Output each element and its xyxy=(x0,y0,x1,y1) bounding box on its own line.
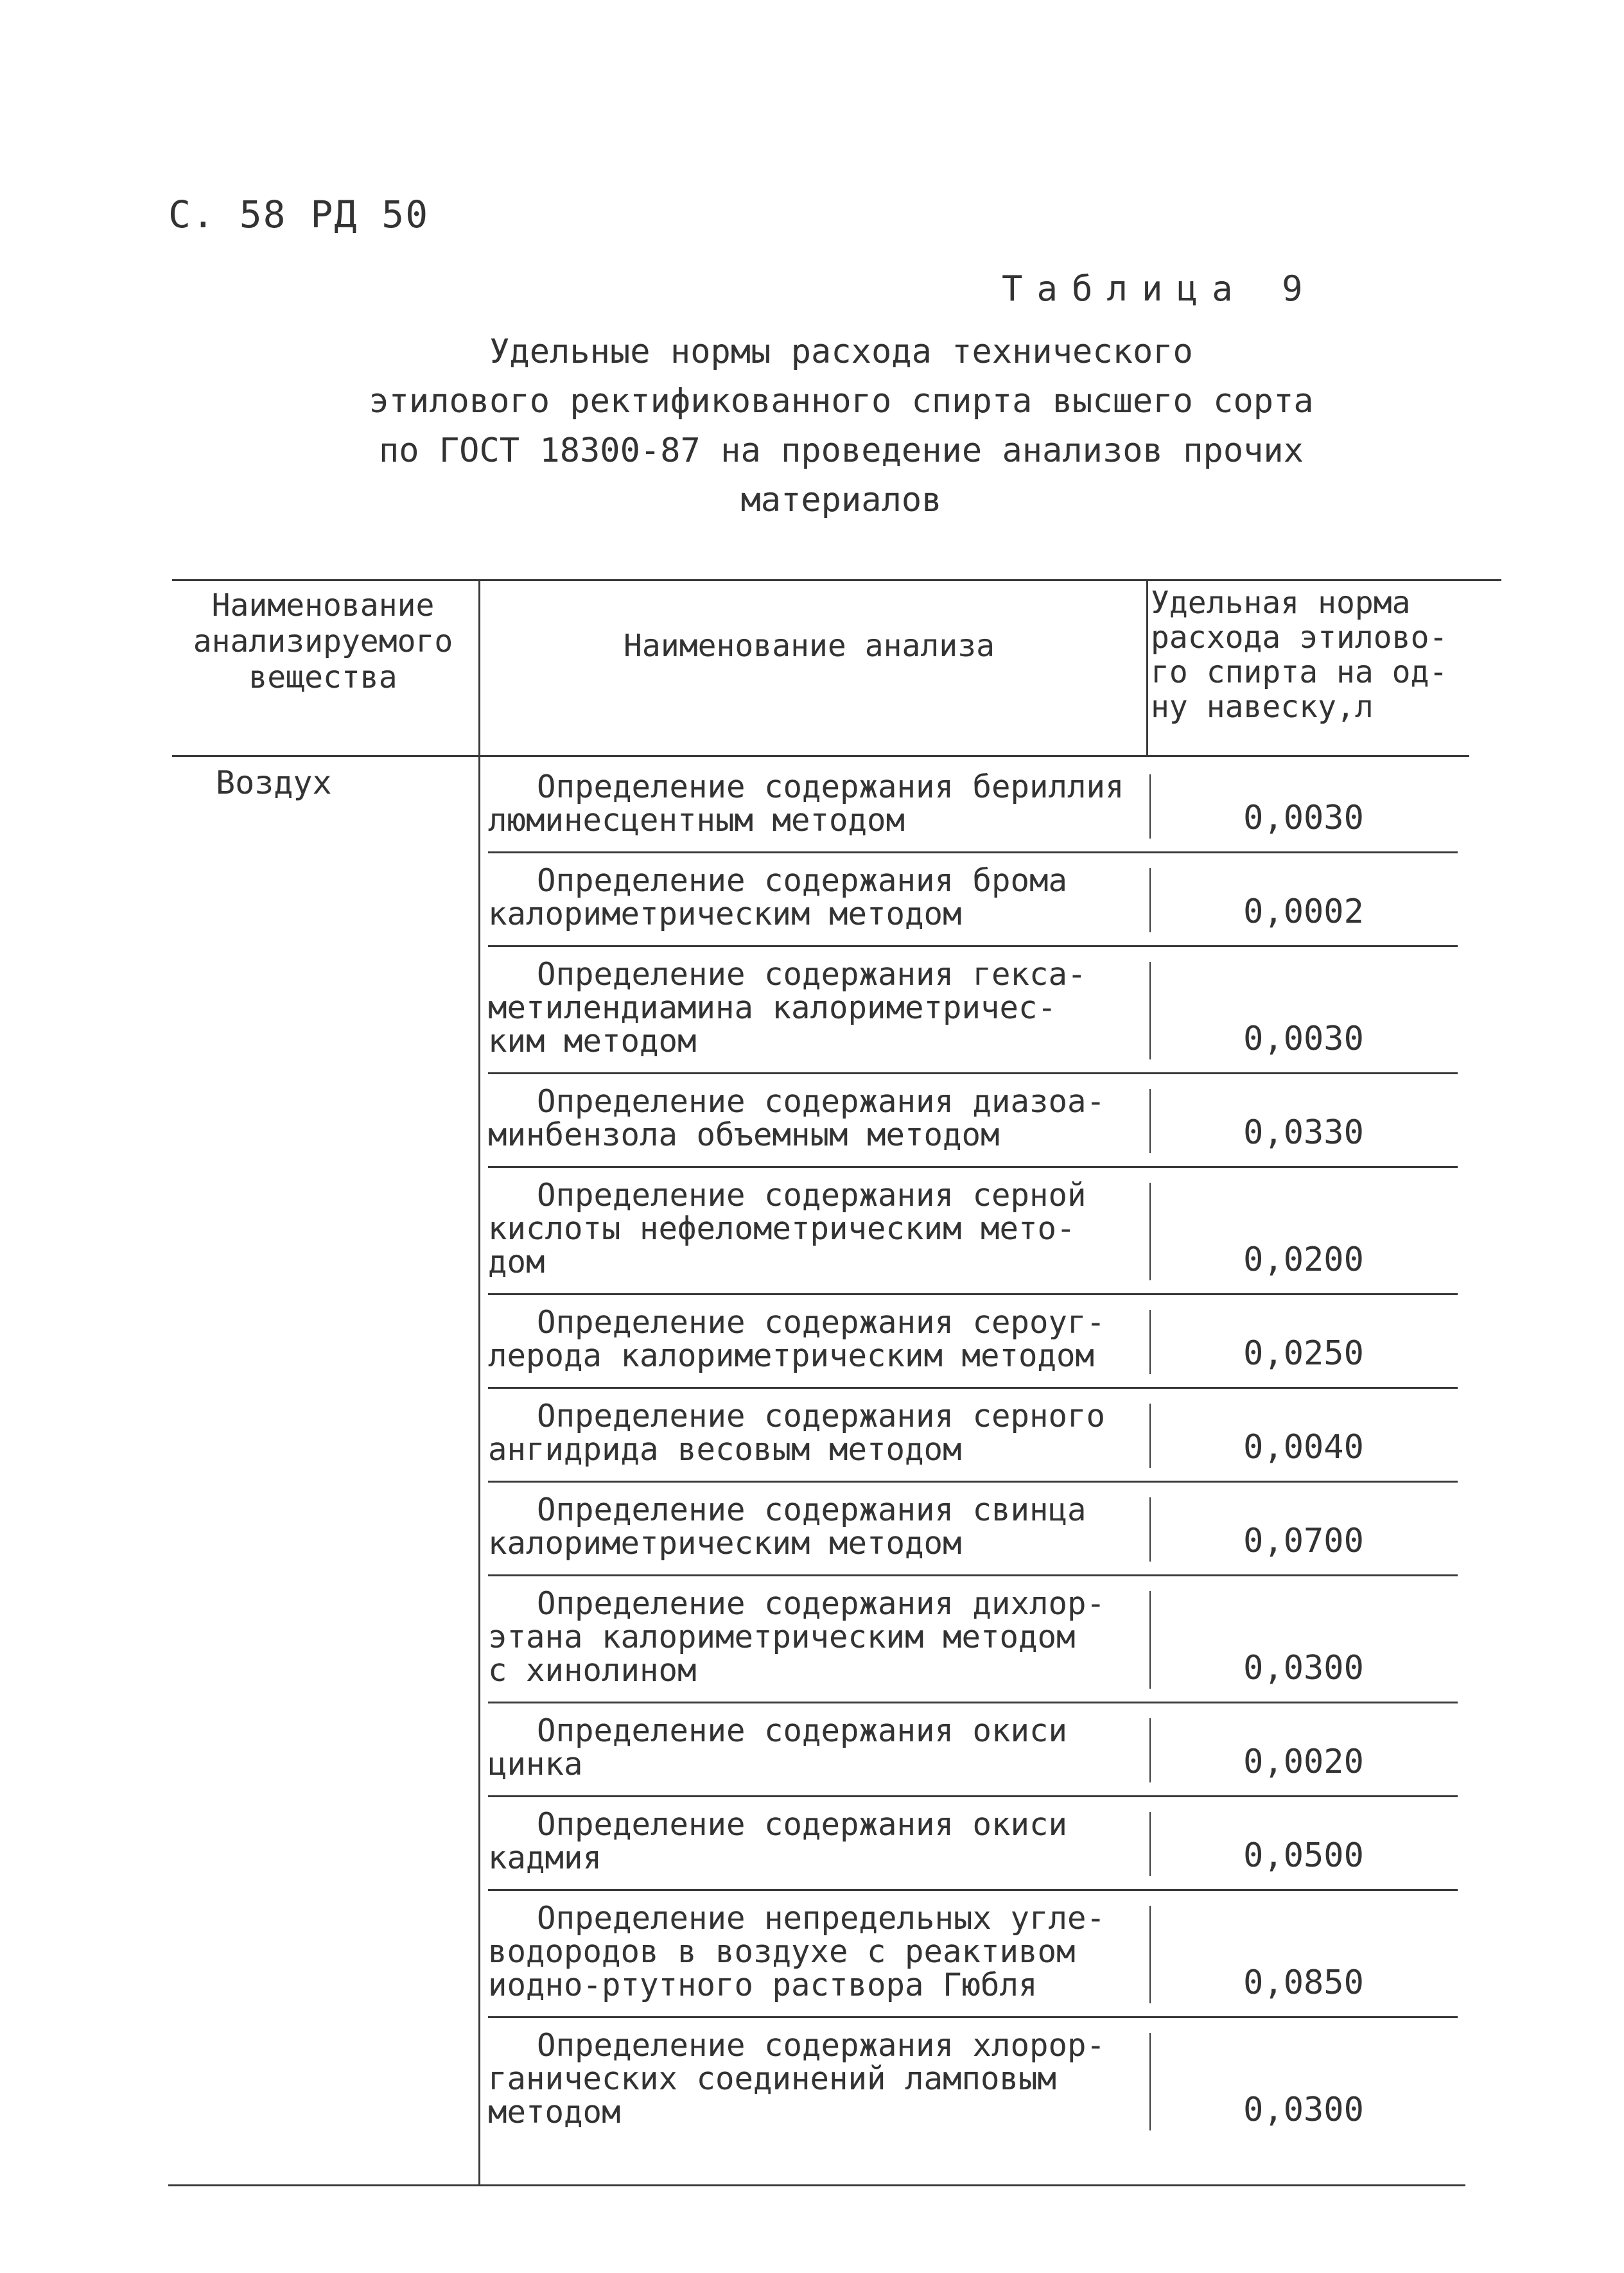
column-divider-1 xyxy=(478,579,480,2184)
table-row xyxy=(488,1578,1451,1702)
norm-value: 0,0002 xyxy=(1243,893,1364,931)
analysis-cell xyxy=(488,1085,1156,1152)
analysis-cell xyxy=(488,1400,1156,1467)
table-row xyxy=(488,1485,1451,1574)
analysis-cell xyxy=(488,1808,1156,1875)
header-line: ну навеску,л xyxy=(1151,689,1374,725)
analysis-line: иодно-ртутного раствора Гюбля xyxy=(488,1967,1038,2003)
analysis-line: Определение содержания серной xyxy=(537,1177,1087,1214)
analysis-line: кадмия xyxy=(488,1840,602,1876)
analysis-line: Определение содержания брома xyxy=(537,862,1068,899)
cell-divider xyxy=(1149,1497,1151,1562)
norm-value: 0,0700 xyxy=(1243,1522,1364,1560)
analysis-line: Определение содержания серного xyxy=(537,1398,1106,1434)
norm-value: 0,0850 xyxy=(1243,1964,1364,2002)
table-row xyxy=(488,1076,1451,1166)
cell-divider xyxy=(1149,1906,1151,2003)
cell-divider xyxy=(1149,1310,1151,1374)
header-line: Наименование xyxy=(211,588,435,623)
table-row xyxy=(488,762,1451,851)
header-line: Удельная норма xyxy=(1151,585,1411,621)
title-line: этилового ректификованного спирта высшего сорта xyxy=(369,382,1314,421)
row-divider xyxy=(488,1072,1458,1074)
table-row xyxy=(488,1391,1451,1481)
analysis-cell xyxy=(488,2029,1156,2129)
row-divider xyxy=(488,1702,1458,1703)
table-title xyxy=(321,327,1361,525)
table-row xyxy=(488,855,1451,945)
analysis-cell xyxy=(488,1714,1156,1781)
table-row xyxy=(488,1799,1451,1889)
table-label: Таблица 9 xyxy=(1002,268,1317,309)
analysis-line: ангидрида весовым методом xyxy=(488,1431,962,1468)
norm-value: 0,0200 xyxy=(1243,1241,1364,1279)
row-divider xyxy=(488,2016,1458,2018)
title-line: материалов xyxy=(740,481,942,519)
norm-value: 0,0300 xyxy=(1243,2091,1364,2129)
header-line: го спирта на од- xyxy=(1151,654,1448,690)
analysis-line: Определение содержания гекса- xyxy=(537,956,1087,993)
cell-divider xyxy=(1149,1089,1151,1153)
analysis-line: Определение содержания бериллия xyxy=(537,769,1124,805)
analysis-line: Определение непредельных угле- xyxy=(537,1900,1106,1937)
analysis-cell xyxy=(488,771,1156,837)
row-divider xyxy=(488,1387,1458,1389)
title-line: Удельные нормы расхода технического xyxy=(489,333,1193,371)
analysis-line: Определение содержания дихлор- xyxy=(537,1585,1106,1622)
analysis-cell xyxy=(488,864,1156,931)
cell-divider xyxy=(1149,962,1151,1059)
analysis-line: Определение содержания хлорор- xyxy=(537,2027,1106,2064)
cell-divider xyxy=(1149,2033,1151,2130)
norm-value: 0,0030 xyxy=(1243,799,1364,837)
analysis-line: минбензола объемным методом xyxy=(488,1117,1000,1153)
analysis-line: метилендиамина калориметричес- xyxy=(488,989,1057,1026)
cell-divider xyxy=(1149,1812,1151,1876)
analysis-line: с хинолином xyxy=(488,1652,697,1689)
header-line: расхода этилово- xyxy=(1151,620,1448,656)
table-row xyxy=(488,1297,1451,1387)
analysis-cell xyxy=(488,1306,1156,1373)
table-top-rule xyxy=(172,579,1501,581)
norm-value: 0,0300 xyxy=(1243,1649,1364,1687)
analysis-cell xyxy=(488,958,1156,1058)
analysis-line: люминесцентным методом xyxy=(488,802,905,839)
row-divider xyxy=(488,1481,1458,1483)
table-row xyxy=(488,2020,1451,2143)
column-header-norm xyxy=(1151,586,1510,724)
analysis-cell xyxy=(488,1179,1156,1279)
cell-divider xyxy=(1149,1183,1151,1280)
analysis-line: цинка xyxy=(488,1746,583,1782)
cell-divider xyxy=(1149,1718,1151,1782)
analysis-line: дом xyxy=(488,1244,545,1280)
table-bottom-rule xyxy=(168,2184,1465,2186)
norm-value: 0,0020 xyxy=(1243,1743,1364,1781)
analysis-line: методом xyxy=(488,2094,621,2130)
page-header: С. 58 РД 50 xyxy=(168,193,430,236)
analysis-cell xyxy=(488,1494,1156,1560)
analysis-line: этана калориметрическим методом xyxy=(488,1619,1076,1655)
cell-divider xyxy=(1149,1404,1151,1468)
header-bottom-rule xyxy=(172,755,1469,757)
norm-value: 0,0250 xyxy=(1243,1334,1364,1373)
row-divider xyxy=(488,1166,1458,1168)
norm-value: 0,0040 xyxy=(1243,1428,1364,1467)
row-divider xyxy=(488,945,1458,947)
table-row xyxy=(488,949,1451,1072)
row-divider xyxy=(488,1889,1458,1891)
analysis-line: Определение содержания сероуг- xyxy=(537,1304,1106,1341)
table-row xyxy=(488,1170,1451,1293)
cell-divider xyxy=(1149,868,1151,932)
analysis-line: Определение содержания свинца xyxy=(537,1492,1087,1528)
cell-divider xyxy=(1149,1591,1151,1689)
analysis-line: ким методом xyxy=(488,1023,697,1059)
row-divider xyxy=(488,1293,1458,1295)
column-divider-2 xyxy=(1146,579,1148,755)
analysis-cell xyxy=(488,1587,1156,1687)
header-line: анализируемого xyxy=(193,623,453,659)
column-header-analysis: Наименование анализа xyxy=(624,628,995,664)
title-line: по ГОСТ 18300-87 на проведение анализов прочих xyxy=(378,431,1304,470)
analysis-line: кислоты нефелометрическим мето- xyxy=(488,1210,1076,1247)
substance-cell: Воздух xyxy=(216,764,332,801)
row-divider xyxy=(488,1795,1458,1797)
analysis-line: калориметрическим методом xyxy=(488,1525,962,1562)
norm-value: 0,0030 xyxy=(1243,1020,1364,1058)
norm-value: 0,0500 xyxy=(1243,1836,1364,1875)
analysis-line: ганических соединений ламповым xyxy=(488,2060,1057,2097)
cell-divider xyxy=(1149,774,1151,839)
table-row xyxy=(488,1705,1451,1795)
analysis-line: калориметрическим методом xyxy=(488,896,962,932)
analysis-line: Определение содержания диазоа- xyxy=(537,1083,1106,1120)
analysis-line: лерода калориметрическим методом xyxy=(488,1337,1095,1374)
analysis-line: Определение содержания окиси xyxy=(537,1806,1068,1843)
analysis-line: водородов в воздухе с реактивом xyxy=(488,1933,1076,1970)
norm-value: 0,0330 xyxy=(1243,1113,1364,1152)
analysis-line: Определение содержания окиси xyxy=(537,1712,1068,1749)
row-divider xyxy=(488,851,1458,853)
analysis-cell xyxy=(488,1902,1156,2002)
table-row xyxy=(488,1893,1451,2016)
header-line: вещества xyxy=(249,659,397,695)
row-divider xyxy=(488,1574,1458,1576)
column-header-substance xyxy=(172,588,474,695)
